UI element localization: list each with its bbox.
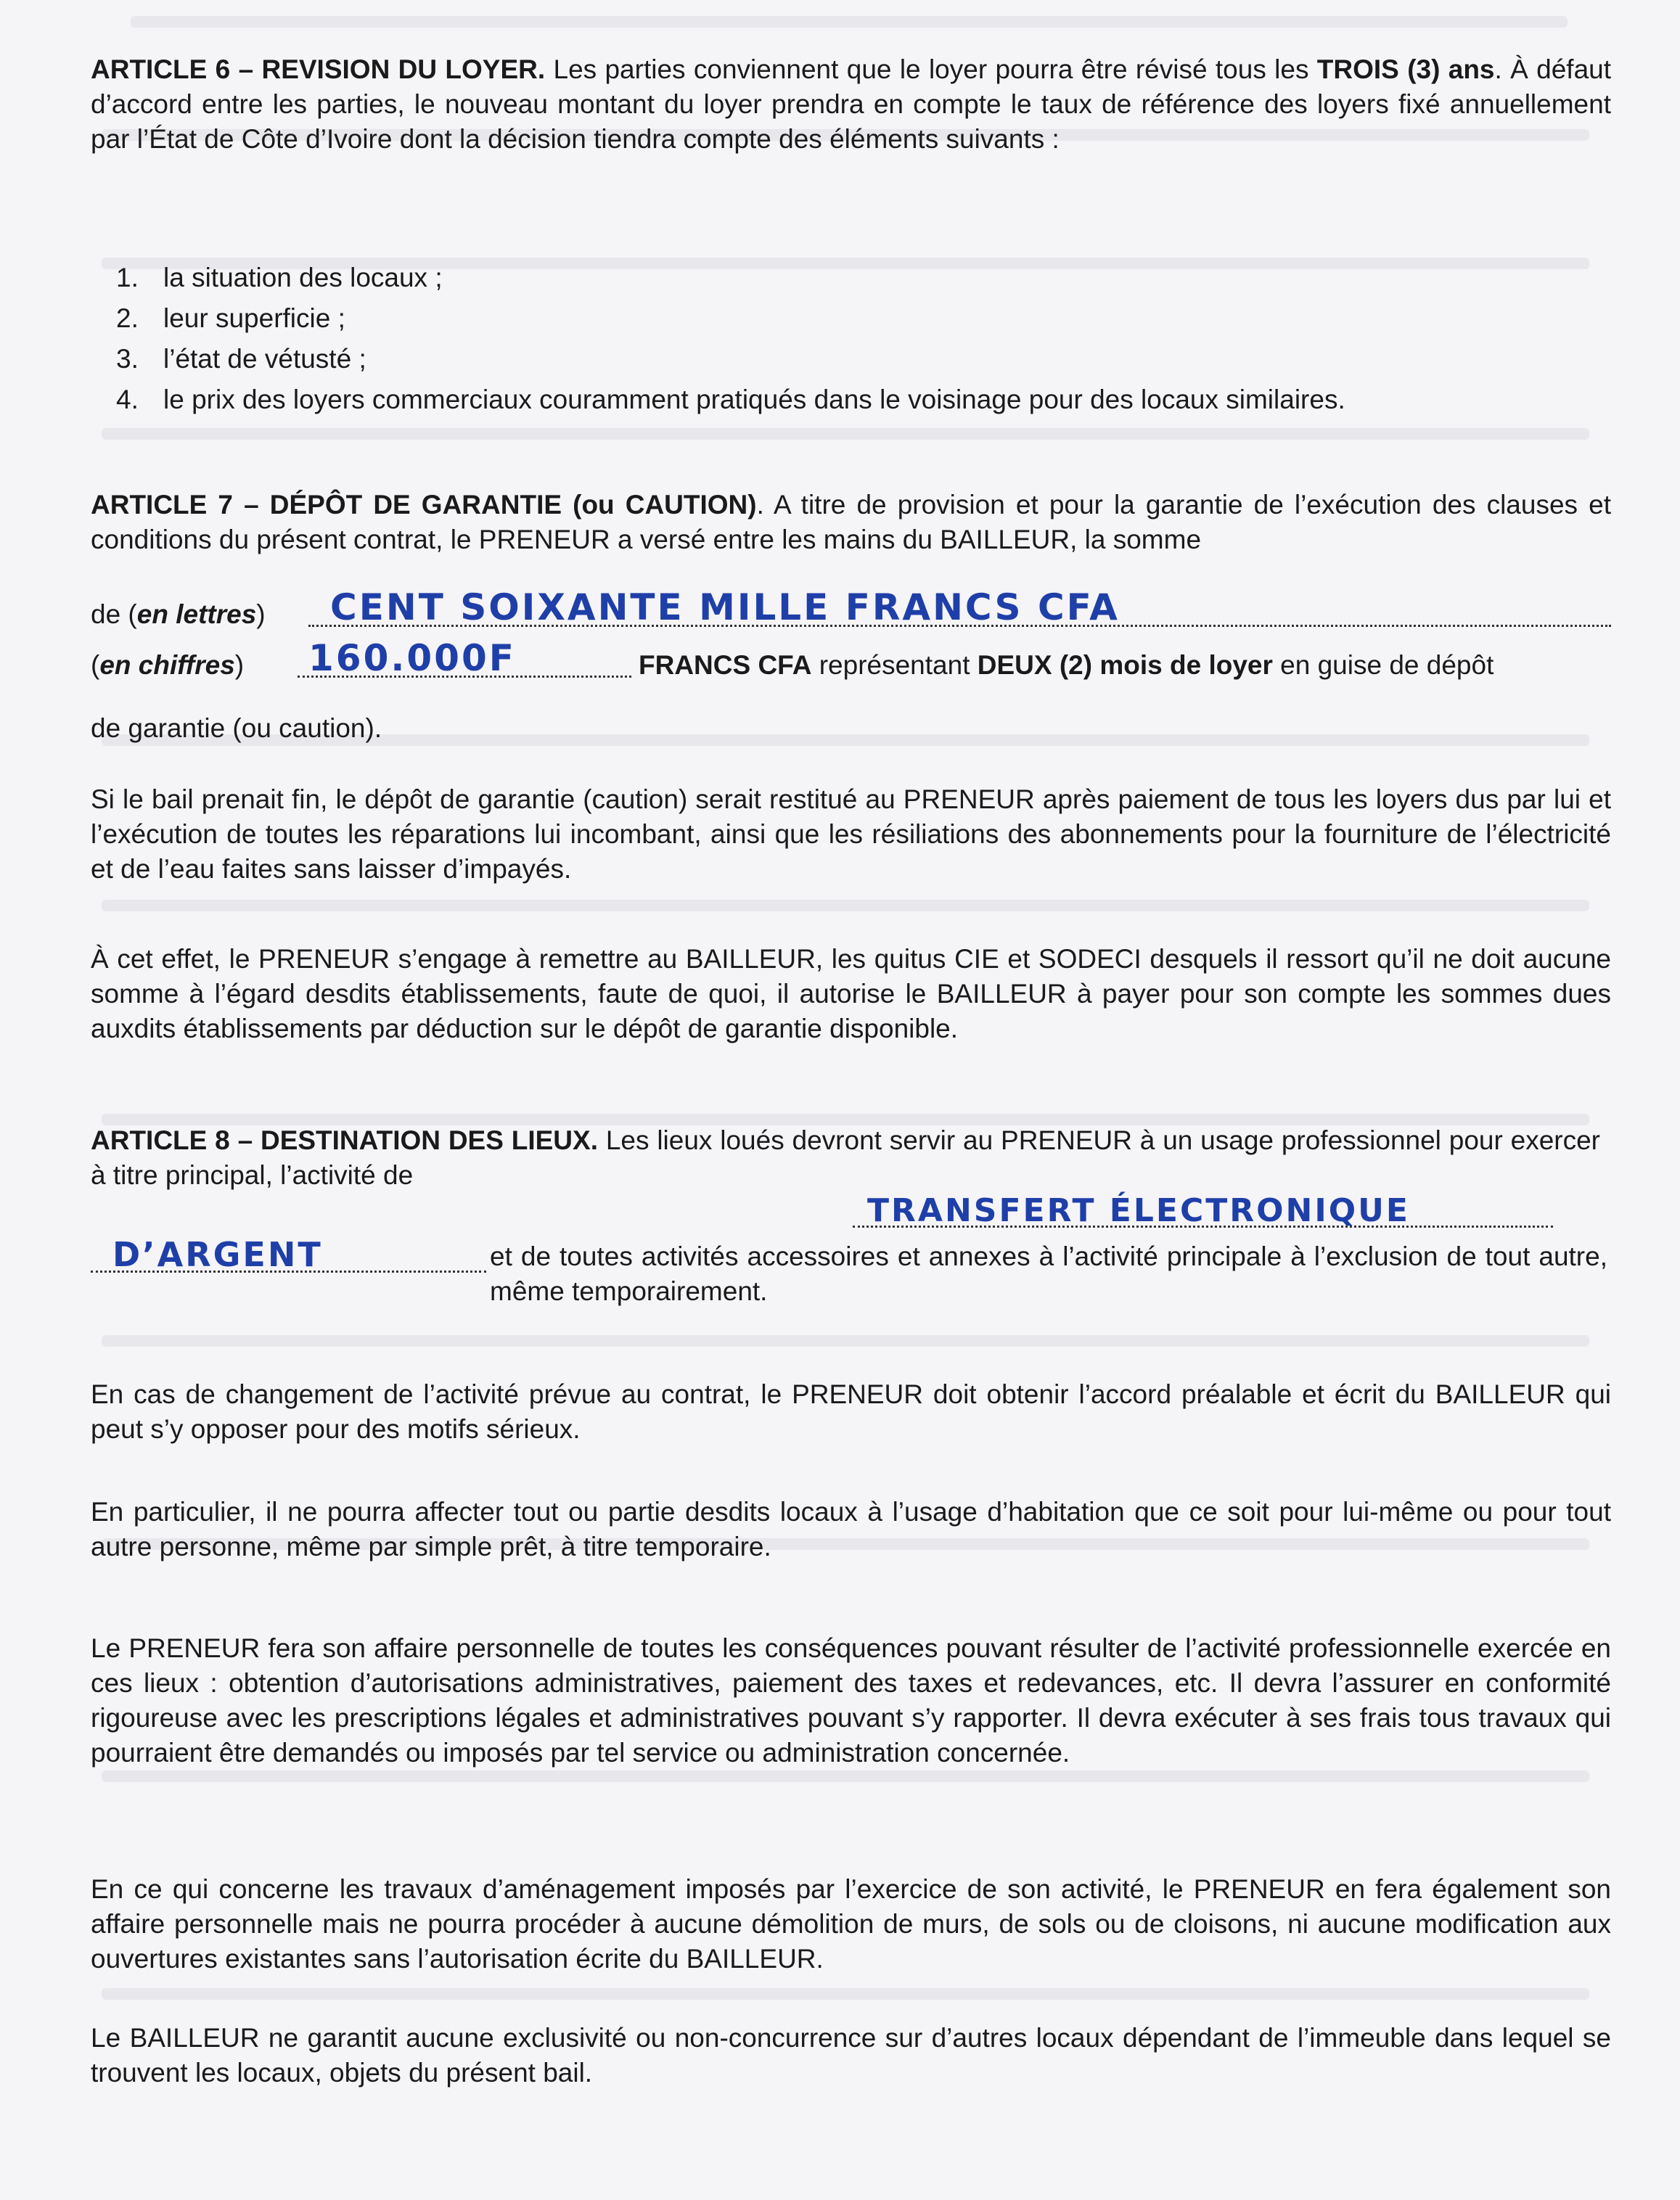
list-item [116, 379, 1611, 420]
list-item-text: la situation des locaux ; [163, 263, 443, 292]
amount-in-digits-row [91, 637, 1611, 684]
article-7-intro: . A titre de provision et pour la garantie de l’exécution des clauses et conditions du présent contrat, le PRENEUR a versé entre les mains du BAILLEUR, la somme [91, 490, 1611, 554]
list-item-number: 1. [116, 263, 139, 292]
article-8-paragraph-2: En particulier, il ne pourra affecter tout ou partie desdits locaux à l’usage d’habitation que ce soit pour lui-même ou pour tout autre personne, même par simple prêt, à titre temporaire. [91, 1497, 1611, 1561]
amount-in-letters-row [91, 586, 1611, 633]
article-8-paragraph-1: En cas de changement de l’activité prévue au contrat, le PRENEUR doit obtenir l’accord préalable et écrit du BAILLEUR qui peut s’y opposer pour des motifs sérieux. [91, 1379, 1611, 1444]
article-6-intro-a: Les parties conviennent que le loyer pourra être révisé tous les [545, 54, 1317, 84]
activity-tail-paragraph: et de toutes activités accessoires et annexes à l’activité principale à l’exclusion de tout autre, même temporairement. [490, 1241, 1607, 1306]
article-7-paragraph [91, 488, 1611, 557]
article-7-paragraph-1: Si le bail prenait fin, le dépôt de garantie (caution) serait restitué au PRENEUR après paiement de tous les loyers dus par lui et l’exécution de toutes les réparations lui incombant, ainsi que les résiliations des abonnements pour la fourniture de l’électricité et de l’eau faites sans laisser d’impayés. [91, 784, 1611, 884]
activity-handwritten-2: D’ARGENT [112, 1235, 323, 1274]
list-item-number: 3. [116, 344, 139, 374]
article-8-paragraph-4: En ce qui concerne les travaux d’aménagement imposés par l’exercice de son activité, le PRENEUR en fera également son affaire personnelle mais ne pourra procéder à aucune démolition de murs, de sols ou de cloisons, ni aucune modification aux ouvertures existantes sans l’autorisation écrite du BAILLEUR. [91, 1874, 1611, 1974]
amount-digits-handwritten: 160.000F [308, 637, 516, 679]
article-7-heading: ARTICLE 7 – DÉPÔT DE GARANTIE (ou CAUTION) [91, 490, 757, 520]
list-item [116, 298, 1611, 339]
article-8-paragraph-5: Le BAILLEUR ne garantit aucune exclusivité ou non-concurrence sur d’autres locaux dépendant de l’immeuble dans lequel se trouvent les locaux, objets du présent bail. [91, 2023, 1611, 2088]
amount-letters-label: de (en lettres) [91, 599, 266, 629]
activity-handwritten-row-1 [91, 1192, 1611, 1234]
list-item-text: leur superficie ; [163, 303, 345, 333]
amount-letters-handwritten: CENT SOIXANTE MILLE FRANCS CFA [330, 586, 1120, 628]
list-item-number: 4. [116, 385, 139, 414]
article-7-paragraph-2: À cet effet, le PRENEUR s’engage à remettre au BAILLEUR, les quitus CIE et SODECI desquels il ressort qu’il ne doit aucune somme à l’égard desdits établissements, faute de quoi, il autorise le BAILLEUR à payer pour son compte les sommes dues auxdits établissements par déduction sur le dépôt de garantie disponible. [91, 944, 1611, 1043]
article-8-paragraph [91, 1123, 1600, 1193]
activity-handwritten-1: TRANSFERT ÉLECTRONIQUE [867, 1192, 1410, 1229]
list-item-text: l’état de vétusté ; [163, 344, 366, 374]
list-item [116, 339, 1611, 379]
deposit-guarantee-line: de garantie (ou caution). [91, 713, 382, 743]
article-6-trois: TROIS (3) ans [1316, 54, 1495, 84]
list-item-text: le prix des loyers commerciaux couramment pratiqués dans le voisinage pour des locaux similaires. [163, 385, 1345, 414]
list-item [116, 258, 1611, 298]
article-8-heading: ARTICLE 8 – DESTINATION DES LIEUX. [91, 1125, 598, 1155]
revision-criteria-list [116, 258, 1611, 420]
amount-digits-label: (en chiffres) [91, 650, 245, 680]
article-6-heading: ARTICLE 6 – REVISION DU LOYER. [91, 54, 546, 84]
article-8-paragraph-3: Le PRENEUR fera son affaire personnelle de toutes les conséquences pouvant résulter de l’activité professionnelle exercée en ces lieux : obtention d’autorisations administratives, paiement des taxes et redevances, etc. Il devra l’assurer en conformité rigoureuse avec les prescriptions légales et administratives pouvant s’y rapporter. Il devra exécuter à ses frais tous travaux qui pourraient être demandés ou imposés par tel service ou administration concernée. [91, 1633, 1611, 1768]
amount-digits-tail: FRANCS CFA représentant DEUX (2) mois de loyer en guise de dépôt [639, 650, 1494, 680]
article-6-intro-b: . À défaut d’accord entre les parties, le nouveau montant du loyer prendra en compte le taux de référence des loyers fixé annuellement par l’État de Côte d’Ivoire dont la décision tiendra compte des éléments suivants : [91, 54, 1612, 154]
article-6-paragraph [91, 52, 1611, 157]
article-8-intro: Les lieux loués devront servir au PRENEUR à un usage professionnel pour exercer à titre principal, l’activité de [91, 1125, 1601, 1190]
list-item-number: 2. [116, 303, 139, 333]
